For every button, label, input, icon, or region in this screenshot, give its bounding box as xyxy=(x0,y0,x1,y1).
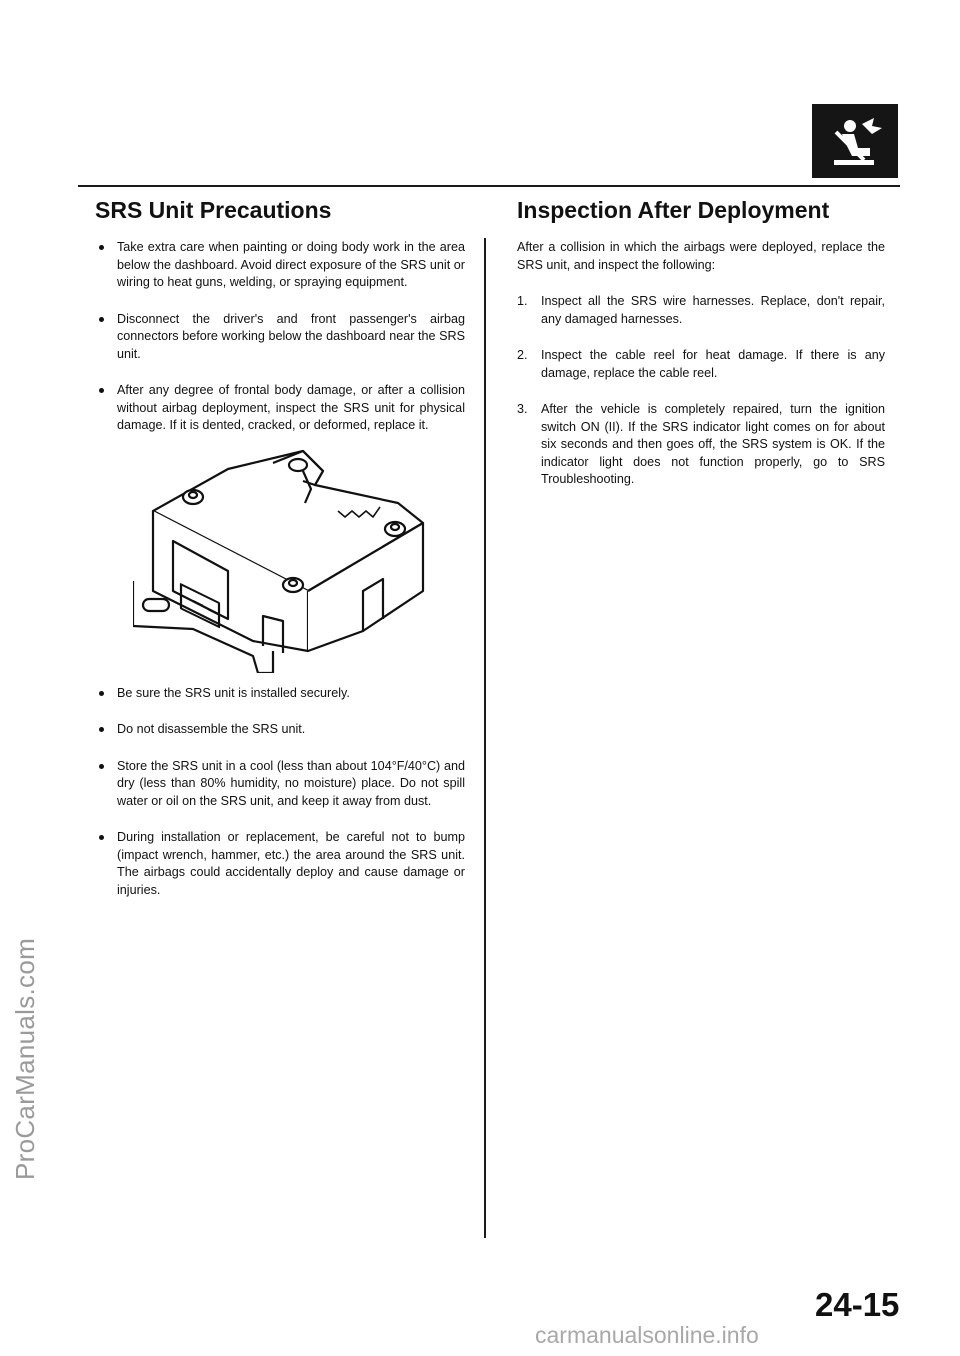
page-number: 24-15 xyxy=(815,1286,900,1323)
footer-watermark: carmanualsonline.info xyxy=(535,1322,759,1348)
srs-unit-precautions-heading: SRS Unit Precautions xyxy=(95,197,332,223)
step-text: Inspect the cable reel for heat damage. If there is any damage, replace the cable reel. xyxy=(541,348,885,380)
right-column xyxy=(517,239,885,489)
section-badge xyxy=(812,104,898,178)
airbag-warning-icon xyxy=(812,104,898,178)
precaution-item: Store the SRS unit in a cool (less than about 104°F/40°C) and dry (less than 80% humidity, no moisture) place. Do not spill water or oil on the SRS unit, and keep it away from dust. xyxy=(95,758,465,811)
step-text: After the vehicle is completely repaired, turn the ignition switch ON (II). If the SRS indicator light comes on for about six seconds and then goes off, the SRS system is OK. If the indicator light does not function properly, go to SRS Troubleshooting. xyxy=(541,402,885,486)
site-watermark: ProCarManuals.com xyxy=(10,937,40,1180)
precaution-item: After any degree of frontal body damage, or after a collision without airbag deployment, inspect the SRS unit for physical damage. If it is dented, cracked, or deformed, replace it. xyxy=(95,382,465,435)
inspection-step xyxy=(517,293,885,328)
step-number: 2. xyxy=(517,348,528,362)
precaution-item: Be sure the SRS unit is installed securely. xyxy=(95,685,465,703)
step-number: 3. xyxy=(517,402,528,416)
left-column xyxy=(95,239,465,899)
step-text: Inspect all the SRS wire harnesses. Replace, don't repair, any damaged harnesses. xyxy=(541,294,885,326)
precaution-item: Do not disassemble the SRS unit. xyxy=(95,721,465,739)
precaution-item: Take extra care when painting or doing body work in the area below the dashboard. Avoid direct exposure of the SRS unit or wiring to heat guns, welding, or spraying equipment. xyxy=(95,239,465,292)
precaution-item: During installation or replacement, be careful not to bump (impact wrench, hammer, etc.) the area around the SRS unit. The airbags could accidentally deploy and cause damage or injuries. xyxy=(95,829,465,899)
step-number: 1. xyxy=(517,294,528,308)
inspection-step xyxy=(517,401,885,489)
precaution-item: Disconnect the driver's and front passenger's airbag connectors before working below the dashboard near the SRS unit. xyxy=(95,311,465,364)
inspection-step xyxy=(517,347,885,382)
inspection-after-deployment-heading: Inspection After Deployment xyxy=(517,197,830,223)
header-rule xyxy=(78,185,900,187)
inspection-intro: After a collision in which the airbags were deployed, replace the SRS unit, and inspect the following: xyxy=(517,240,885,272)
column-divider xyxy=(484,238,486,1238)
srs-unit-illustration xyxy=(133,441,458,673)
